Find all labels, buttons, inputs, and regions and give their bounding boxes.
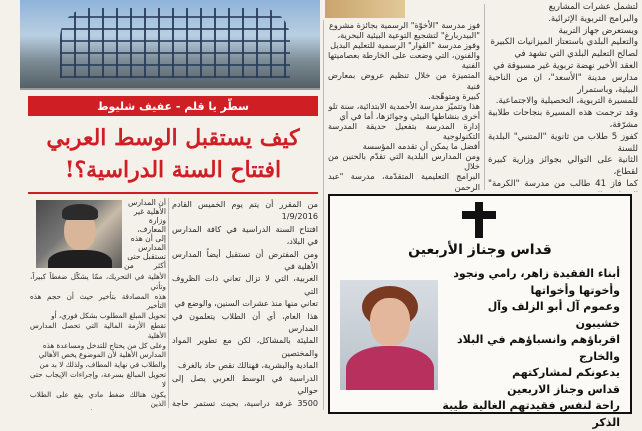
text-line: هذا العام، أي أن الطلاب يتعلمون في المدارس xyxy=(172,310,318,335)
headline-rule xyxy=(28,192,318,194)
text-line: والبرامج التربوية الإثرائية. xyxy=(488,14,638,26)
steel-canopy-structure xyxy=(60,8,290,78)
text-line: المادية والبشرية، فهنالك نقص حاد بالغرف xyxy=(172,359,318,371)
text-line: كبيرة ومتوهّجة. xyxy=(328,91,480,101)
article-headline xyxy=(28,122,318,186)
obituary-line: أبناء الفقيدة زاهر، رامي ونجود xyxy=(440,266,620,283)
text-line: إدارة المدرسة بتفعيل حديقة المدرسة التكنولوجية xyxy=(328,121,480,141)
article-column-right xyxy=(172,198,318,410)
text-line: كفوز 5 طلاب من ثانوية "المتنبي" البلدية للسنة xyxy=(488,132,638,156)
text-line: تحويل المبالغ بسرعة، وإجراءات الإيجاب حتى لا xyxy=(30,370,166,390)
text-line: فوز مدرسة "الأخوّة" الرسمية بجائزة مشروع xyxy=(328,20,480,30)
text-line: كما فاز 41 طالب من مدرسة "الكرمة" xyxy=(488,179,638,192)
text-line: المتميزة من خلال تنظيم عروض بمعارض فنية xyxy=(328,70,480,90)
text-line: المدارس xyxy=(124,243,166,252)
text-line: الأهلية في التحريك، ممّا يشكّل ضغطاً كبيراً، وتأتي xyxy=(30,272,166,292)
author-bar xyxy=(28,96,318,116)
text-line: وفوز مدرسة "القوار" الرسمية للتعليم البديل xyxy=(328,40,480,50)
text-line: 3500 غرفة دراسية، بحيث تستمر حاجة xyxy=(172,397,318,411)
text-line: وقد ترجمت هذه المسيرة بنجاحات طلابية مشرّفة، xyxy=(488,108,638,132)
text-line: الدراسية في الوسط العربي يصل إلى حوالي xyxy=(172,372,318,397)
article-column-top-middle xyxy=(328,20,480,192)
text-line: إلى أن هذه xyxy=(124,234,166,243)
text-line: تقطع الأزمة المالية التي تحصل المدارس الأهلية xyxy=(30,321,166,341)
obituary-line: اقرباؤهم وانسباؤهم في البلاد والخارج xyxy=(440,332,620,365)
text-line: تستقبل حتى xyxy=(124,252,166,261)
text-line: المليئة بالمشاكل، لكن مع تطوير المواد والمختصين xyxy=(172,334,318,359)
author-portrait xyxy=(36,200,122,268)
text-line: أن المدارس xyxy=(124,198,166,207)
text-line: لتشمل عشرات المشاريع xyxy=(488,2,638,14)
text-line: العقد الأخير نهضة تربوية غير مسبوقة في xyxy=(488,61,638,73)
text-line: والتعليم البلدي باستعتاز الميزانيات الكبيرة xyxy=(488,37,638,49)
obituary-line: وعموم آل أبو الزلف وآل خشيبون xyxy=(440,299,620,332)
deceased-photo xyxy=(340,280,438,390)
text-line: مدارس مدينة "الأسعد"، ان من الناحية البيئية، وباستمرار xyxy=(488,73,638,97)
text-line: لصالح التعليم البلدي التي تشهد في xyxy=(488,49,638,61)
text-line: أكثر من xyxy=(124,261,166,270)
text-line: هذه المصادقة بتأخير حيث أن حجم هذه التأخير xyxy=(30,292,166,312)
text-line: "البيدربارغ" لتشجيع التوعية البيئية البحرية، xyxy=(328,30,480,40)
text-line: من المقرر أن يتم يوم الخميس القادم 1/9/2016 xyxy=(172,198,318,223)
obituary-title: قداس وجناز الأربعين xyxy=(330,242,630,258)
obituary-line: وأخوتها وأخواتها xyxy=(440,283,620,300)
text-line: وعلى كل من يحتاج للتدخل ومساعدة هذه xyxy=(30,341,166,351)
text-line: الأهلية غير xyxy=(124,207,166,216)
text-line: أخرى بنشاطها البيئي وجوائزها، أما في أي xyxy=(328,111,480,121)
headline-line-1: كيف يستقبل الوسط العربي xyxy=(28,122,318,154)
article-column-top-right xyxy=(488,2,638,192)
column-divider xyxy=(168,198,169,408)
obituary-line: قداس وجناز الاربعين xyxy=(440,382,620,399)
headline-line-2: افتتاح السنة الدراسية؟! xyxy=(28,154,318,186)
text-line: للمسيرة التربوية، التحصيلية والاجتماعية. xyxy=(488,96,638,108)
obituary-line: راحة لنفس فقيدتهم الغالية طيبة الذكر xyxy=(440,398,620,431)
obituary-text xyxy=(440,266,620,431)
building-photo xyxy=(20,0,320,90)
text-line: افتتاح السنة الدراسية في كافة المدارس في البلاد، xyxy=(172,223,318,248)
cross-icon xyxy=(462,202,496,238)
text-line: تعاني منها منذ عشرات السنين، والوضع في xyxy=(172,297,318,309)
obituary-notice xyxy=(328,194,632,414)
author-line: سطّر يا قلم - عفيف شليوط xyxy=(97,100,249,113)
text-line: العربية، التي لا تزال تعاني ذات الظروف التي xyxy=(172,272,318,297)
column-divider xyxy=(484,4,485,190)
text-line: البرامج التعليمية المتقدّمة، مدرسة "عبد الرحمن xyxy=(328,171,480,191)
text-line: المدارس الأهلية لأن الموضوع يخص الأهالي xyxy=(30,350,166,360)
text-line: تحويل المبلغ المطلوب بشكل فوري، أو xyxy=(30,311,166,321)
text-line: يكون هنالك ضغط مادي يقع على الطلاب الذين xyxy=(30,390,166,410)
article-column-left-bottom xyxy=(30,272,166,410)
text-line: أفضل ما يمكن أن تقدمه المؤسسة xyxy=(328,141,480,151)
building-photo-small xyxy=(325,0,405,18)
text-line: الثانية على التوالي بجوائز وزارية كبيرة لقطاع، xyxy=(488,155,638,179)
text-line: هذا وتتميّز مدرسة الأحمدية الابتدائية، سنة تلو xyxy=(328,101,480,111)
text-line: ومن المفترض أن تستقبل أيضاً المدارس الأهلية في xyxy=(172,248,318,273)
text-line: وزارة المعارف، xyxy=(124,216,166,234)
text-line: ومن المدارس البلدية التي تقدّم بالحنين من خلال xyxy=(328,151,480,171)
text-line: والطلاب في نهاية المطاف، ولذلك لا بد من xyxy=(30,360,166,370)
article-column-left-top xyxy=(124,198,166,270)
obituary-line: يدعونكم لمشاركتهم xyxy=(440,365,620,382)
text-line: والفنون، التي وضعت على الخارطة بعصاميتها الفنية xyxy=(328,50,480,70)
text-line: ويستعرض جهاز التربية xyxy=(488,26,638,38)
section-divider xyxy=(323,20,324,410)
